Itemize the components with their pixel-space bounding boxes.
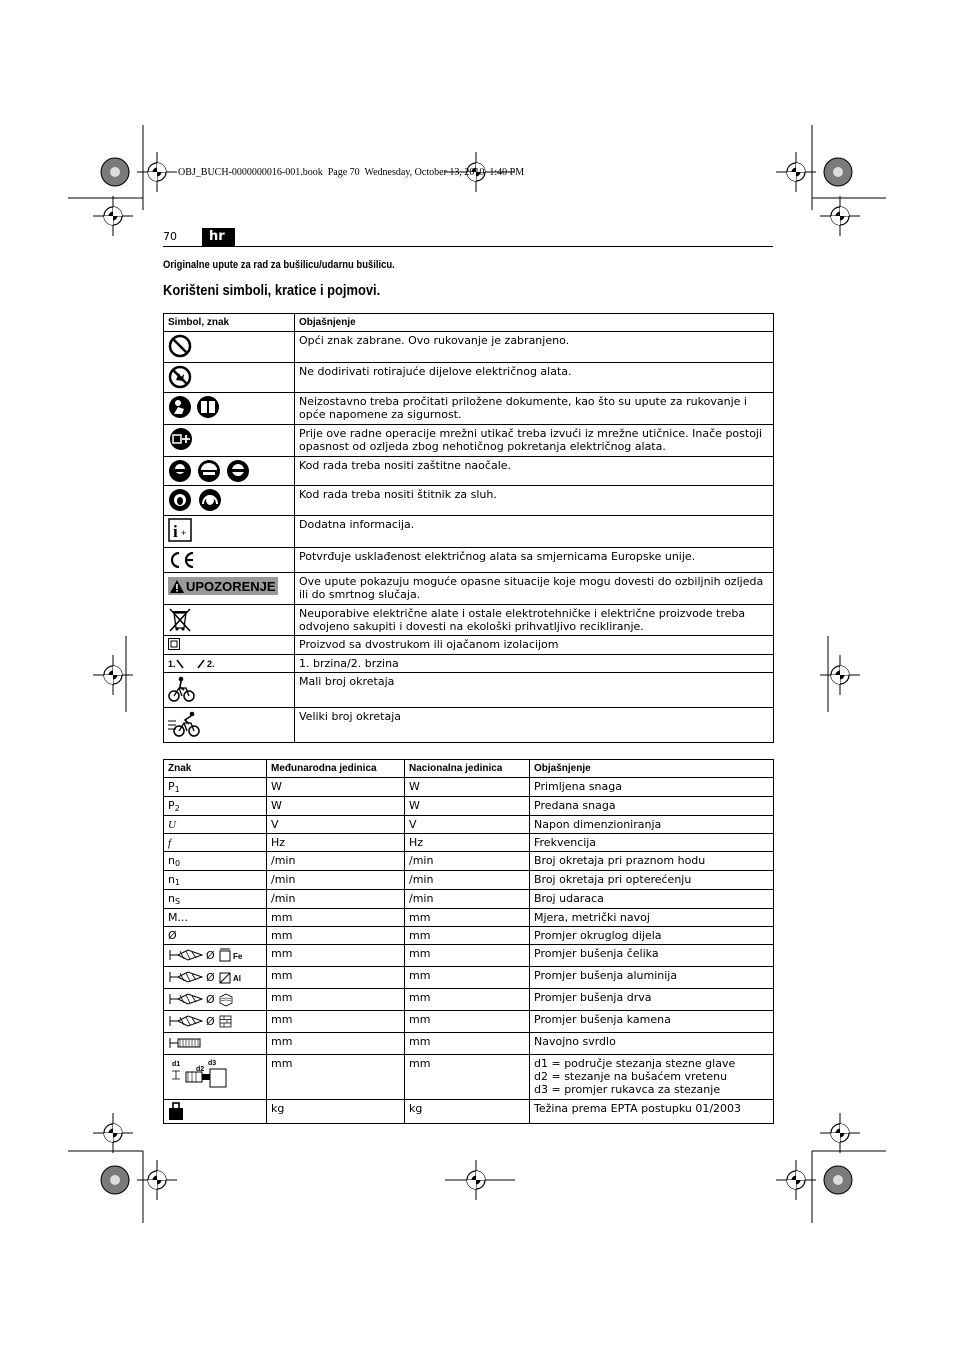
material-label: Fe xyxy=(233,952,243,961)
units-table xyxy=(163,759,774,1124)
header-cell: Znak xyxy=(164,760,267,778)
explanation-line: d2 = stezanje na bušaćem vretenu xyxy=(534,1070,728,1083)
gear-label-2: 2. xyxy=(207,659,215,669)
national-unit: W xyxy=(405,778,530,797)
header-cell: Simbol, znak xyxy=(164,314,295,332)
explanation: Broj udaraca xyxy=(530,890,774,909)
gear-speed-icon xyxy=(168,657,220,670)
table-row xyxy=(164,871,774,890)
table-row xyxy=(164,548,774,573)
intl-unit: /min xyxy=(267,871,405,890)
row-text: Potvrđuje usklađenost električnog alata sa smjernicama Europske unije. xyxy=(295,548,774,573)
table-row xyxy=(164,945,774,967)
intl-unit: mm xyxy=(267,989,405,1011)
intro-text: Originalne upute za rad za bušilicu/udarnu bušilicu. xyxy=(163,259,395,271)
table-row xyxy=(164,425,774,457)
header-cell: Međunarodna jedinica xyxy=(267,760,405,778)
table-row xyxy=(164,393,774,425)
intl-unit: Hz xyxy=(267,834,405,852)
row-text: Veliki broj okretaja xyxy=(295,708,774,743)
national-unit: kg xyxy=(405,1100,530,1124)
row-text: Prije ove radne operacije mrežni utikač treba izvući iz mrežne utičnice. Inače postoji opasnost od ozljeda zbog nehotičnog pokretanja električnog alata. xyxy=(295,425,774,457)
intl-unit: mm xyxy=(267,1055,405,1100)
svg-text:Ø: Ø xyxy=(206,1015,215,1028)
sign: M... xyxy=(164,909,267,927)
dim-label-d1: d1 xyxy=(172,1061,181,1068)
warning-label xyxy=(168,577,278,595)
table-row xyxy=(164,852,774,871)
table-row xyxy=(164,636,774,655)
intl-unit: kg xyxy=(267,1100,405,1124)
intl-unit: mm xyxy=(267,967,405,989)
sign: P xyxy=(168,799,175,812)
drill-wood-icon xyxy=(168,991,248,1007)
explanation: Težina prema EPTA postupku 01/2003 xyxy=(530,1100,774,1124)
table-row xyxy=(164,708,774,743)
row-text: Ove upute pokazuju moguće opasne situacije koje mogu dovesti do ozbiljnih ozljeda ili do smrtnog slučaja. xyxy=(295,573,774,605)
sign: n xyxy=(168,854,175,867)
national-unit: mm xyxy=(405,927,530,945)
chuck-dimensions-icon xyxy=(168,1057,234,1093)
table-row xyxy=(164,1011,774,1033)
table-row xyxy=(164,363,774,393)
sign: P xyxy=(168,780,175,793)
table-row xyxy=(164,486,774,516)
material-label: Al xyxy=(233,974,241,983)
ce-mark-icon xyxy=(168,550,196,570)
intl-unit: mm xyxy=(267,909,405,927)
row-text: 1. brzina/2. brzina xyxy=(295,655,774,673)
sign: n xyxy=(168,873,175,886)
table-row xyxy=(164,457,774,486)
read-manual-icon xyxy=(168,395,222,419)
explanation: Predana snaga xyxy=(530,797,774,816)
national-unit: /min xyxy=(405,871,530,890)
svg-text:Ø: Ø xyxy=(206,993,215,1006)
thread-drill-icon xyxy=(168,1035,208,1051)
section-title: Korišteni simboli, kratice i pojmovi. xyxy=(163,282,381,299)
national-unit: mm xyxy=(405,1033,530,1055)
unplug-icon xyxy=(168,427,194,451)
table-row xyxy=(164,816,774,834)
language-tab xyxy=(202,228,235,246)
row-text: Proizvod sa dvostrukom ili ojačanom izolacijom xyxy=(295,636,774,655)
sign: n xyxy=(168,892,175,905)
national-unit: /min xyxy=(405,890,530,909)
intl-unit: /min xyxy=(267,890,405,909)
table-row xyxy=(164,605,774,636)
sign-subscript: 1 xyxy=(174,878,181,887)
explanation: Broj okretaja pri opterećenju xyxy=(530,871,774,890)
intl-unit: W xyxy=(267,797,405,816)
national-unit: V xyxy=(405,816,530,834)
table-row xyxy=(164,834,774,852)
explanation: Mjera, metrički navoj xyxy=(530,909,774,927)
row-text: Opći znak zabrane. Ovo rukovanje je zabranjeno. xyxy=(295,332,774,363)
row-text: Ne dodirivati rotirajuće dijelove električnog alata. xyxy=(295,363,774,393)
row-text: Neuporabive električne alate i ostale elektrotehničke i električne proizvode treba odvojeno sakupiti i dovesti na ekološki prihvatljivo recikliranje. xyxy=(295,605,774,636)
sign-subscript: S xyxy=(174,897,181,906)
header-cell: Objašnjenje xyxy=(295,314,774,332)
svg-text:+: + xyxy=(181,528,187,538)
sign: Ø xyxy=(164,927,267,945)
explanation: Promjer bušenja čelika xyxy=(530,945,774,967)
table-row xyxy=(164,989,774,1011)
dim-label-d3: d3 xyxy=(208,1060,217,1067)
header-rule xyxy=(163,246,773,247)
svg-text:Ø: Ø xyxy=(206,971,215,984)
table-row xyxy=(164,967,774,989)
table-row xyxy=(164,673,774,708)
symbols-table xyxy=(163,313,774,743)
intl-unit: mm xyxy=(267,1011,405,1033)
national-unit: mm xyxy=(405,909,530,927)
warning-label-text: UPOZORENJE xyxy=(186,578,276,594)
row-text: Dodatna informacija. xyxy=(295,516,774,548)
gear-label-1: 1. xyxy=(168,659,176,669)
explanation: Promjer bušenja kamena xyxy=(530,1011,774,1033)
table-row xyxy=(164,1033,774,1055)
national-unit: Hz xyxy=(405,834,530,852)
table-row xyxy=(164,797,774,816)
sign: U xyxy=(168,819,176,831)
high-speed-bike-icon xyxy=(168,710,202,738)
language-tab-label: hr xyxy=(209,229,225,244)
drill-aluminium-icon xyxy=(168,969,248,985)
national-unit: mm xyxy=(405,967,530,989)
table-header-row xyxy=(164,760,774,778)
intl-unit: mm xyxy=(267,945,405,967)
info-icon xyxy=(168,518,192,542)
explanation: Promjer okruglog dijela xyxy=(530,927,774,945)
no-touch-rotating-icon xyxy=(168,365,192,389)
national-unit: mm xyxy=(405,1011,530,1033)
header-cell: Objašnjenje xyxy=(530,760,774,778)
sign-subscript: 2 xyxy=(174,804,180,813)
page-number: 70 xyxy=(163,230,177,243)
national-unit: /min xyxy=(405,852,530,871)
drill-stone-icon xyxy=(168,1013,248,1029)
national-unit: mm xyxy=(405,1055,530,1100)
intl-unit: W xyxy=(267,778,405,797)
sign-subscript: 1 xyxy=(174,785,180,794)
low-speed-bike-icon xyxy=(168,675,196,703)
svg-text:Ø: Ø xyxy=(206,949,215,962)
explanation: Primljena snaga xyxy=(530,778,774,797)
intl-unit: /min xyxy=(267,852,405,871)
table-row xyxy=(164,1100,774,1124)
eye-protection-icon xyxy=(168,459,252,483)
national-unit: W xyxy=(405,797,530,816)
table-row xyxy=(164,655,774,673)
header-cell: Nacionalna jedinica xyxy=(405,760,530,778)
explanation: Promjer bušenja drva xyxy=(530,989,774,1011)
explanation-line: d3 = promjer rukavca za stezanje xyxy=(534,1083,721,1096)
intl-unit: mm xyxy=(267,927,405,945)
table-row xyxy=(164,516,774,548)
ear-protection-icon xyxy=(168,488,224,512)
explanation: Promjer bušenja aluminija xyxy=(530,967,774,989)
drill-steel-icon xyxy=(168,947,248,963)
row-text: Mali broj okretaja xyxy=(295,673,774,708)
double-insulation-icon xyxy=(168,638,180,650)
national-unit: mm xyxy=(405,989,530,1011)
dim-label-d2: d2 xyxy=(196,1066,205,1073)
table-row xyxy=(164,909,774,927)
table-row xyxy=(164,332,774,363)
row-text: Kod rada treba nositi štitnik za sluh. xyxy=(295,486,774,516)
table-row xyxy=(164,573,774,605)
row-text: Kod rada treba nositi zaštitne naočale. xyxy=(295,457,774,486)
table-row xyxy=(164,1055,774,1100)
explanation: Napon dimenzioniranja xyxy=(530,816,774,834)
svg-text:i: i xyxy=(173,522,178,541)
explanation: Frekvencija xyxy=(530,834,774,852)
intl-unit: V xyxy=(267,816,405,834)
table-row xyxy=(164,927,774,945)
national-unit: mm xyxy=(405,945,530,967)
warning-triangle-icon xyxy=(170,580,184,593)
weight-icon xyxy=(168,1102,184,1120)
file-info-line: OBJ_BUCH-0000000016-001.book Page 70 Wednesday, October 13, 2010 1:40 PM xyxy=(178,167,525,178)
prohibition-icon xyxy=(168,334,192,358)
table-header-row xyxy=(164,314,774,332)
weee-bin-icon xyxy=(168,607,192,633)
sign-subscript: 0 xyxy=(174,859,181,868)
explanation-line: d1 = područje stezanja stezne glave xyxy=(534,1057,736,1070)
table-row xyxy=(164,890,774,909)
table-row xyxy=(164,778,774,797)
explanation: Broj okretaja pri praznom hodu xyxy=(530,852,774,871)
row-text: Neizostavno treba pročitati priložene dokumente, kao što su upute za rukovanje i opće napomene za sigurnost. xyxy=(295,393,774,425)
sign: f xyxy=(168,837,172,849)
explanation: Navojno svrdlo xyxy=(530,1033,774,1055)
intl-unit: mm xyxy=(267,1033,405,1055)
